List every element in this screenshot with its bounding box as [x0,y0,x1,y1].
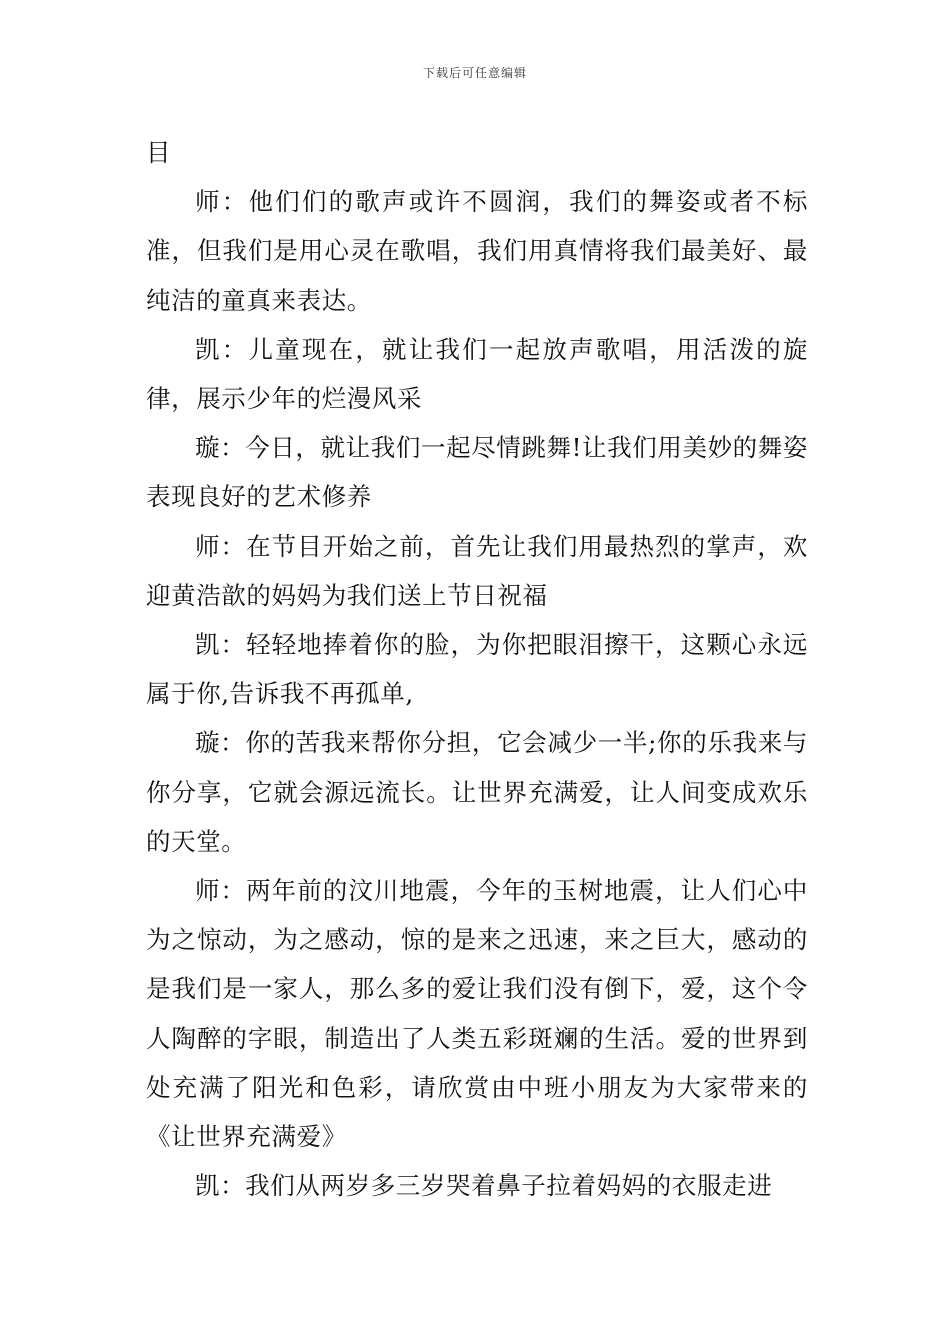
paragraph: 师：他们们的歌声或许不圆润，我们的舞姿或者不标准，但我们是用心灵在歌唱，我们用真情将我们最美好、最纯洁的童真来表达。 [146,187,808,315]
paragraph: 目 [146,138,172,167]
paragraph: 凯：轻轻地捧着你的脸，为你把眼泪擦干，这颗心永远属于你,告诉我不再孤单, [146,630,808,709]
paragraph: 凯：儿童现在，就让我们一起放声歌唱，用活泼的旋律，展示少年的烂漫风采 [146,334,808,414]
paragraph: 师：两年前的汶川地震，今年的玉树地震，让人们心中为之惊动，为之感动，惊的是来之迅速，来之巨大，感动的是我们是一家人，那么多的爱让我们没有倒下，爱，这个令人陶醉的字眼，制造出了人类五彩斑斓的生活。爱的世界到处充满了阳光和色彩，请欣赏由中班小朋友为大家带来的《让世界充满爱》 [146,876,808,1152]
page-header: 下载后可任意编辑 [422,66,527,80]
paragraph: 师：在节目开始之前，首先让我们用最热烈的掌声，欢迎黄浩歆的妈妈为我们送上节日祝福 [146,531,808,610]
paragraph: 璇：你的苦我来帮你分担，它会减少一半;你的乐我来与你分享，它就会源远流长。让世界充满爱，让人间变成欢乐的天堂。 [146,728,808,856]
paragraph: 璇：今日，就让我们一起尽情跳舞!让我们用美妙的舞姿表现良好的艺术修养 [146,433,808,512]
paragraph: 凯：我们从两岁多三岁哭着鼻子拉着妈妈的衣服走进 [195,1171,773,1201]
document-body [146,128,808,1210]
